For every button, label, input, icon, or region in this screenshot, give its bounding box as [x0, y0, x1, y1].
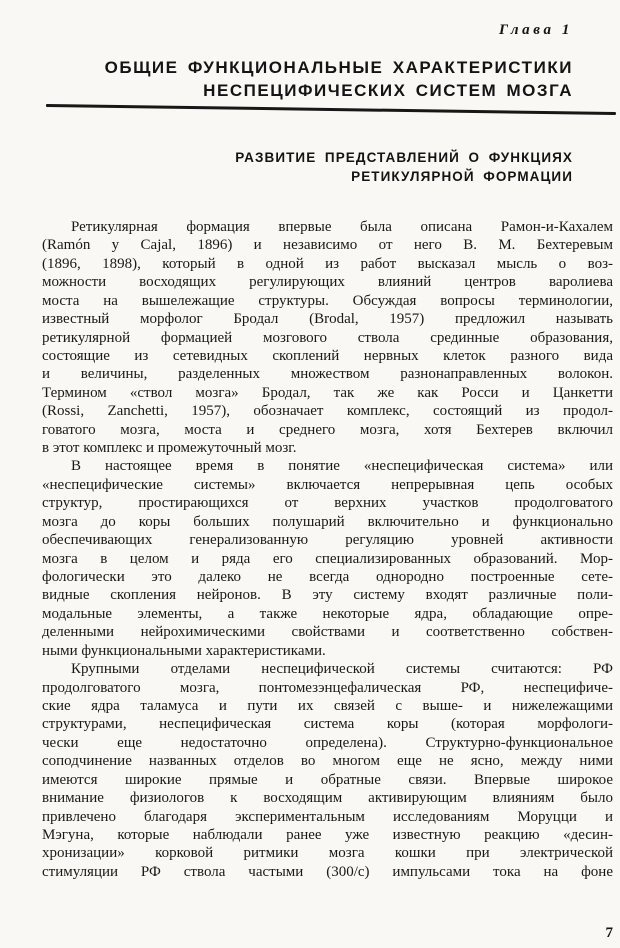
text-line: деленными нейрохимическими свойствами и соответственно собствен- [42, 624, 613, 641]
page-number: 7 [605, 925, 613, 941]
text-line: моста на вышележащие структуры. Обсуждая вопросы терминологии, [42, 292, 613, 309]
text-line: Мэгуна, которые наблюдали ранее уже известную реакцию «десин- [42, 826, 613, 843]
text-line: можности восходящих регулирующих влияний центров варолиева [42, 274, 613, 291]
text-line: В настоящее время в понятие «неспецифическая система» или [71, 458, 613, 475]
section-heading [42, 149, 613, 186]
text-line: в этот комплекс и промежуточный мозг. [42, 440, 297, 457]
text-line: внимание физиологов к восходящим активирующим влияниям было [42, 790, 613, 807]
text-line: обеспечивающих генерализованную регуляцию уровней активности [42, 532, 613, 549]
text-line: модальные элементы, а также некоторые ядра, обладающие опре- [42, 605, 613, 622]
body-text [42, 218, 613, 881]
text-line: продолговатого мозга, понтомезэнцефалическая РФ, неспецифиче- [42, 679, 613, 696]
text-line: Термином «ствол мозга» Бродал, так же как Росси и Цанкетти [42, 384, 613, 401]
text-line: и величины, разделенных множеством разнонаправленных волокон. [42, 366, 613, 383]
text-line: мозга до коры больших полушарий включительно и функционально [42, 513, 613, 530]
text-line: известный морфолог Бродал (Brodal, 1957) предложил называть [42, 311, 613, 328]
text-line: стимуляции РФ ствола частыми (300/с) импульсами тока на фоне [42, 863, 613, 880]
text-line: ские ядра таламуса и пути их связей с выше- и нижележащими [42, 697, 613, 714]
text-line: (Ramón y Cajal, 1896) и независимо от него В. М. Бехтеревым [42, 237, 613, 254]
text-line: хронизации» корковой ритмики мозга кошки при электрической [42, 845, 613, 862]
chapter-label: Глава 1 [498, 22, 573, 38]
text-line: привлечено благодаря экспериментальным исследованиям Моруцци и [42, 808, 613, 825]
text-line: фологически это далеко не всегда однородно построенные сете- [42, 569, 613, 586]
section-heading-line-1: РАЗВИТИЕ ПРЕДСТАВЛЕНИЙ О ФУНКЦИЯХ [235, 150, 573, 165]
paragraph [42, 218, 613, 457]
text-column [42, 0, 613, 881]
text-line: структурами, неспецифическая система коры (которая морфологи- [42, 716, 613, 733]
chapter-title [42, 56, 613, 102]
text-line: Крупными отделами неспецифической системы считаются: РФ [71, 661, 613, 678]
text-line: чески еще недостаточно определена). Структурно-функциональное [42, 734, 613, 751]
chapter-title-line-2: НЕСПЕЦИФИЧЕСКИХ СИСТЕМ МОЗГА [203, 81, 573, 100]
paragraph [42, 660, 613, 881]
text-line: ными функциональными характеристиками. [42, 642, 326, 659]
text-line: имеются широкие прямые и обратные связи. Впервые широкое [42, 771, 613, 788]
paragraph [42, 457, 613, 660]
text-line: (1896, 1898), который в одной из работ высказал мысль о воз- [42, 255, 613, 272]
text-line: ретикулярной формацией мозгового ствола срединные образования, [42, 329, 613, 346]
text-line: «неспецифические системы» включается непрерывная цепь особых [42, 476, 613, 493]
section-heading-line-2: РЕТИКУЛЯРНОЙ ФОРМАЦИИ [351, 168, 573, 184]
text-line: состоящие из сетевидных скоплений нервных клеток разного вида [42, 347, 613, 364]
text-line: структур, простирающихся от верхних участков продолговатого [42, 495, 613, 512]
text-line: видные скопления нейронов. В эту систему входят различные поли- [42, 587, 613, 604]
chapter-title-line-1: ОБЩИЕ ФУНКЦИОНАЛЬНЫЕ ХАРАКТЕРИСТИКИ [104, 58, 573, 77]
text-line: говатого мозга, моста и среднего мозга, хотя Бехтерев включил [42, 421, 613, 438]
text-line: (Rossi, Zanchetti, 1957), обозначает комплекс, состоящий из продол- [42, 403, 613, 420]
text-line: мозга в целом и ряда его специализированных образований. Мор- [42, 550, 613, 567]
text-line: Ретикулярная формация впервые была описана Рамон-и-Кахалем [71, 219, 613, 235]
text-line: соподчинение названных отделов во многом еще не ясно, между ними [42, 753, 613, 770]
